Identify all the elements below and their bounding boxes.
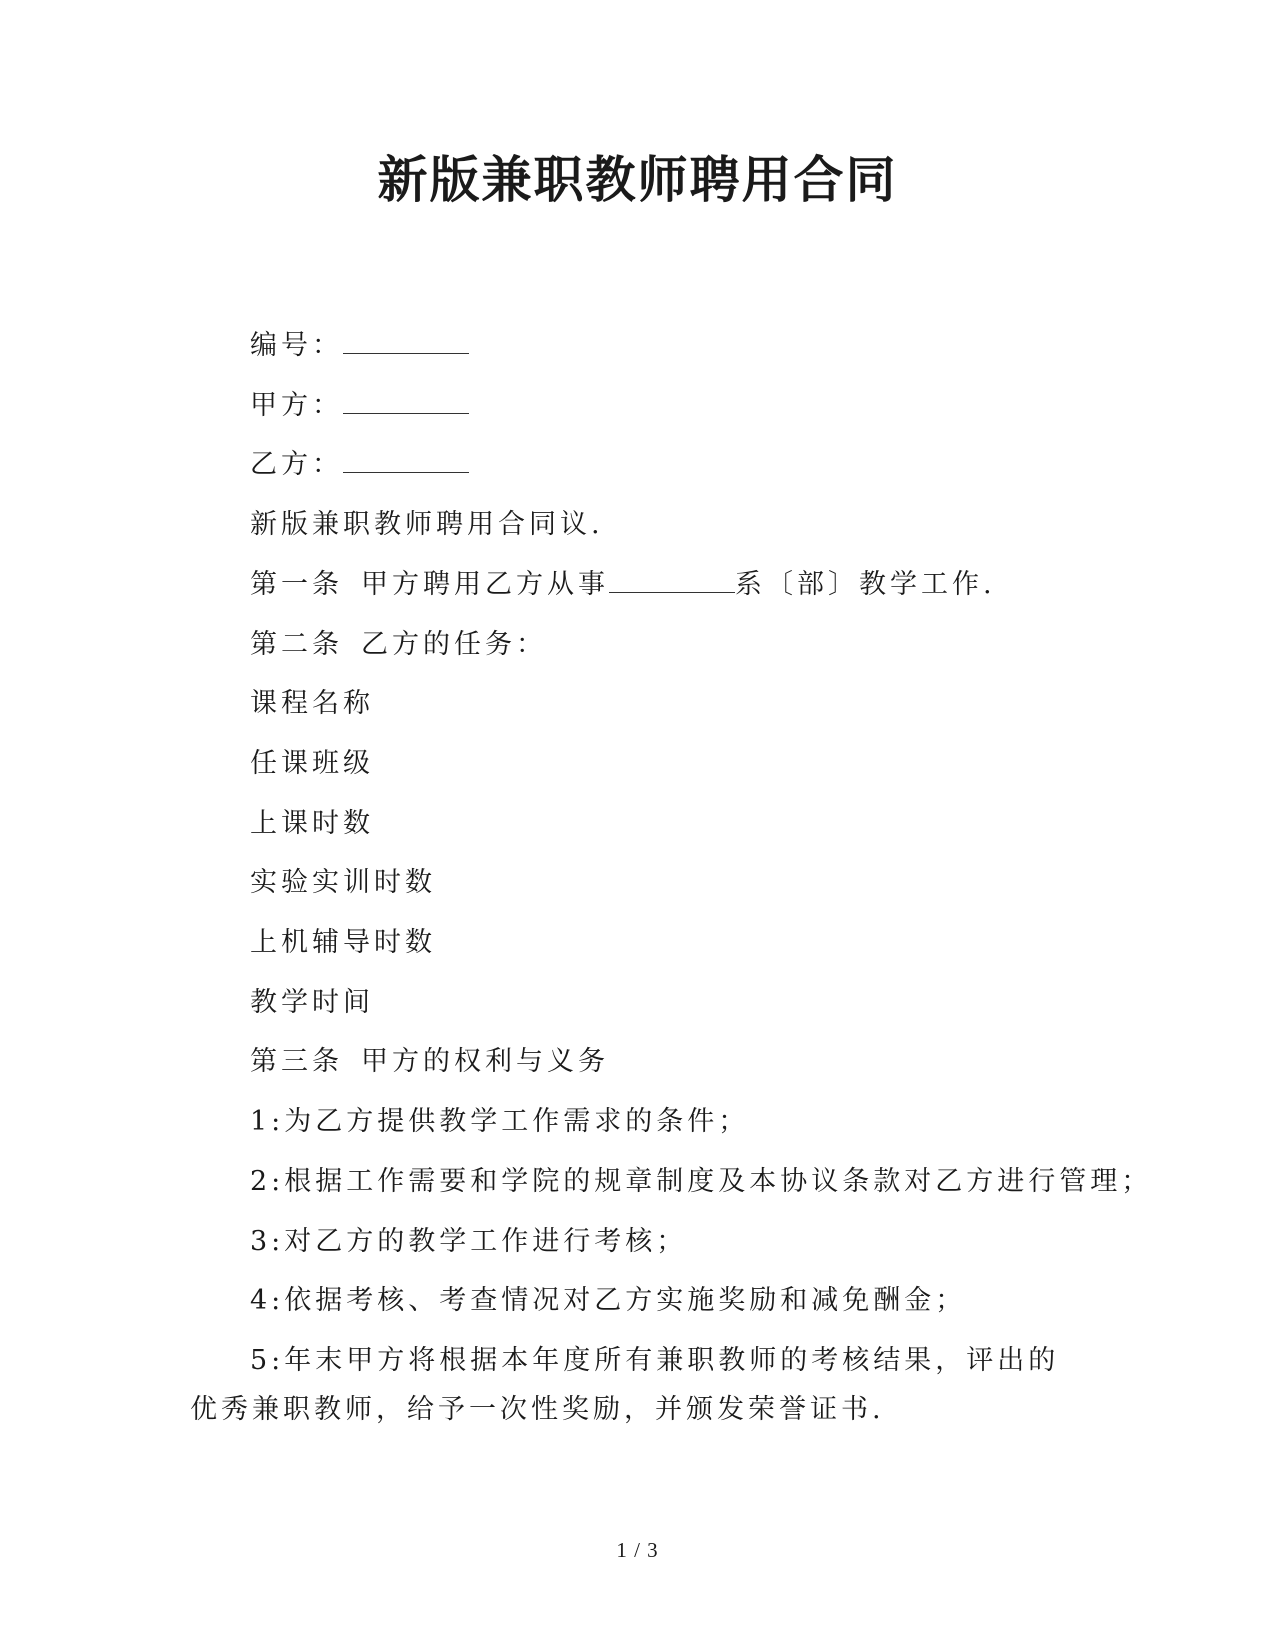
clause-3: 3:对乙方的教学工作进行考核；	[250, 1225, 688, 1257]
article-1-text-after: 系〔部〕教学工作.	[735, 568, 996, 600]
article-3-label: 第三条	[250, 1046, 343, 1078]
number-label: 编号：	[250, 330, 343, 361]
document-body	[190, 316, 1153, 1434]
task-item-lab-hours: 实验实训时数	[250, 867, 436, 899]
clause-1: 1:为乙方提供教学工作需求的条件；	[250, 1106, 750, 1138]
number-field	[190, 316, 1070, 376]
article-2	[190, 615, 1070, 675]
department-blank	[609, 570, 735, 593]
task-item-computer-hours: 上机辅导时数	[250, 927, 436, 959]
article-1	[190, 555, 1070, 615]
article-2-label: 第二条	[250, 628, 343, 660]
task-item-class-hours: 上课时数	[250, 807, 374, 839]
article-1-label: 第一条	[250, 568, 343, 600]
clause-4: 4:依据考核、考查情况对乙方实施奖励和减免酬金；	[250, 1285, 967, 1317]
task-item-course-name: 课程名称	[250, 688, 374, 720]
party-b-field	[190, 435, 1070, 495]
clause-5: 5:年末甲方将根据本年度所有兼职教师的考核结果，评出的优秀兼职教师，给予一次性奖励，并颁发荣誉证书.	[190, 1344, 1060, 1425]
intro-paragraph: 新版兼职教师聘用合同议.	[250, 509, 604, 541]
number-blank	[343, 331, 469, 354]
article-2-text: 乙方的任务：	[361, 628, 547, 660]
party-b-label: 乙方：	[250, 449, 343, 481]
page-indicator: 1 / 3	[616, 1538, 659, 1562]
clause-2: 2:根据工作需要和学院的规章制度及本协议条款对乙方进行管理；	[250, 1165, 1153, 1197]
article-1-text-before: 甲方聘用乙方从事	[361, 568, 609, 600]
party-a-label: 甲方：	[250, 389, 343, 421]
task-item-class: 任课班级	[250, 747, 374, 779]
task-item-teaching-time: 教学时间	[250, 986, 374, 1018]
party-b-blank	[343, 450, 469, 473]
party-a-blank	[343, 391, 469, 414]
article-3-text: 甲方的权利与义务	[361, 1046, 609, 1078]
article-3	[190, 1032, 1070, 1092]
document-title: 新版兼职教师聘用合同	[377, 150, 898, 209]
party-a-field	[190, 376, 1070, 436]
